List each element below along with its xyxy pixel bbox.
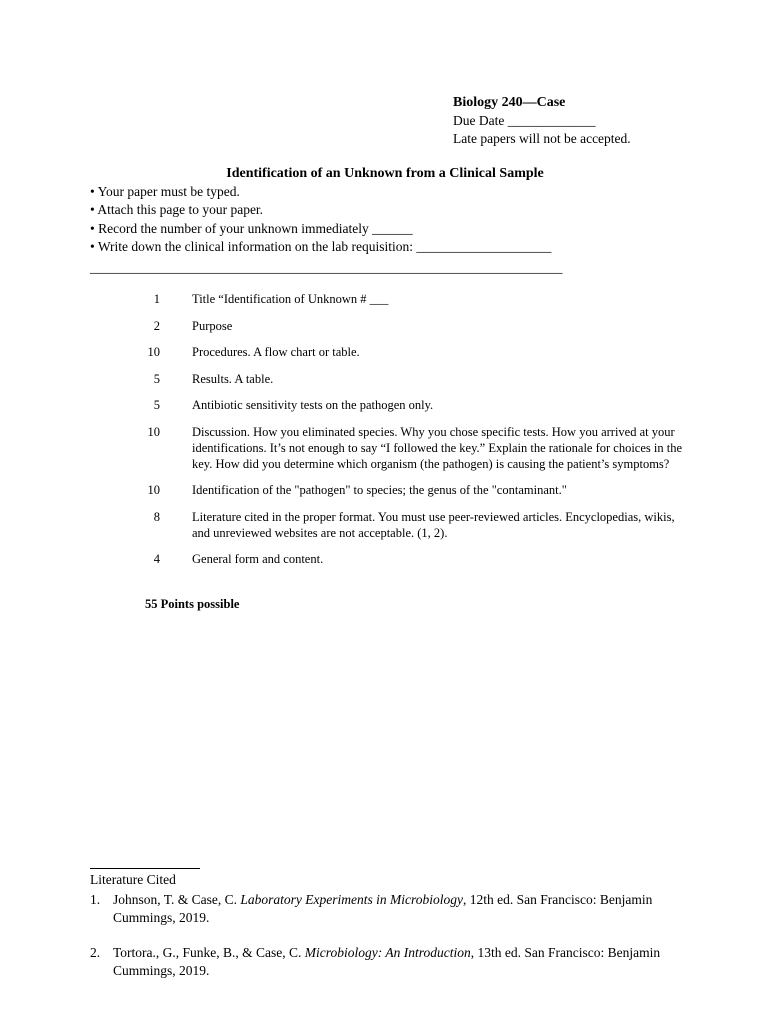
rubric-row [120, 424, 690, 472]
reference-authors: Johnson, T. & Case, C. [113, 892, 241, 907]
reference-book-title: Microbiology: An Introduction [304, 945, 471, 960]
rubric-points: 5 [153, 398, 160, 412]
rubric-points: 2 [153, 318, 160, 333]
rubric-description: General form and content. [192, 552, 324, 566]
rubric-row [120, 291, 690, 307]
assignment-header [453, 94, 753, 148]
rubric-row [120, 318, 690, 334]
reference-item [90, 944, 690, 979]
rubric-points: 8 [153, 509, 160, 524]
rubric-row [120, 482, 690, 498]
rubric-description: Antibiotic sensitivity tests on the pathogen only. [192, 398, 434, 412]
instruction-item: • Your paper must be typed. [90, 184, 240, 199]
rubric-description: Purpose [192, 318, 233, 333]
reference-text [113, 944, 690, 979]
reference-list [90, 891, 690, 979]
rubric-description: Results. A table. [192, 371, 274, 386]
blank-rule-line: ______________________________________________________________________ [90, 260, 563, 275]
rubric-row [120, 509, 690, 541]
rubric-row [120, 371, 690, 387]
course-title: Biology 240—Case [453, 95, 566, 110]
rubric-points: 10 [147, 345, 160, 359]
reference-item [90, 891, 690, 926]
rubric-points: 1 [153, 292, 160, 306]
rubric-description: Procedures. A flow chart or table. [192, 345, 360, 359]
late-notice: Late papers will not be accepted. [453, 131, 631, 146]
reference-number: 1. [90, 892, 101, 907]
reference-publication: , 13th ed. San Francisco: Benjamin Cummings, 2019. [113, 945, 661, 978]
footnote-divider [90, 868, 200, 869]
reference-authors: Tortora., G., Funke, B., & Case, C. [113, 945, 305, 960]
instruction-item: • Write down the clinical information on the lab requisition: ____________________ [90, 238, 552, 254]
rubric-points: 4 [153, 552, 160, 566]
instruction-list [90, 183, 730, 256]
rubric-row [120, 344, 690, 360]
total-points: 55 Points possible [145, 597, 240, 611]
rubric-description: Title “Identification of Unknown # ___ [192, 292, 389, 306]
instruction-item: • Record the number of your unknown immediately ______ [90, 220, 413, 236]
rubric-points: 10 [147, 483, 160, 497]
reference-book-title: Laboratory Experiments in Microbiology [240, 892, 463, 907]
literature-cited-title: Literature Cited [90, 872, 176, 887]
document-title: Identification of an Unknown from a Clinical Sample [226, 166, 544, 181]
grading-rubric [120, 291, 690, 578]
reference-text [113, 891, 690, 926]
rubric-row [120, 551, 690, 567]
instruction-item: • Attach this page to your paper. [90, 202, 264, 218]
rubric-row [120, 397, 690, 413]
rubric-description: Discussion. How you eliminated species. Why you chose specific tests. How you arrived at your identifications. It’s not enough to say “I followed the key.” Explain the rationale for choices in the key. How did you determine which organism (the pathogen) is causing the patient’s symptoms? [192, 424, 683, 471]
reference-number: 2. [90, 945, 101, 960]
rubric-points: 5 [153, 371, 160, 386]
rubric-description: Literature cited in the proper format. You must use peer-reviewed articles. Encyclopedias, wikis, and unreviewed websites are not acceptable. (1, 2). [192, 509, 675, 540]
due-date-line: Due Date _____________ [453, 113, 596, 128]
rubric-points: 10 [147, 424, 160, 439]
reference-publication: , 12th ed. San Francisco: Benjamin Cummings, 2019. [113, 892, 653, 925]
rubric-description: Identification of the "pathogen" to species; the genus of the "contaminant." [192, 483, 567, 497]
